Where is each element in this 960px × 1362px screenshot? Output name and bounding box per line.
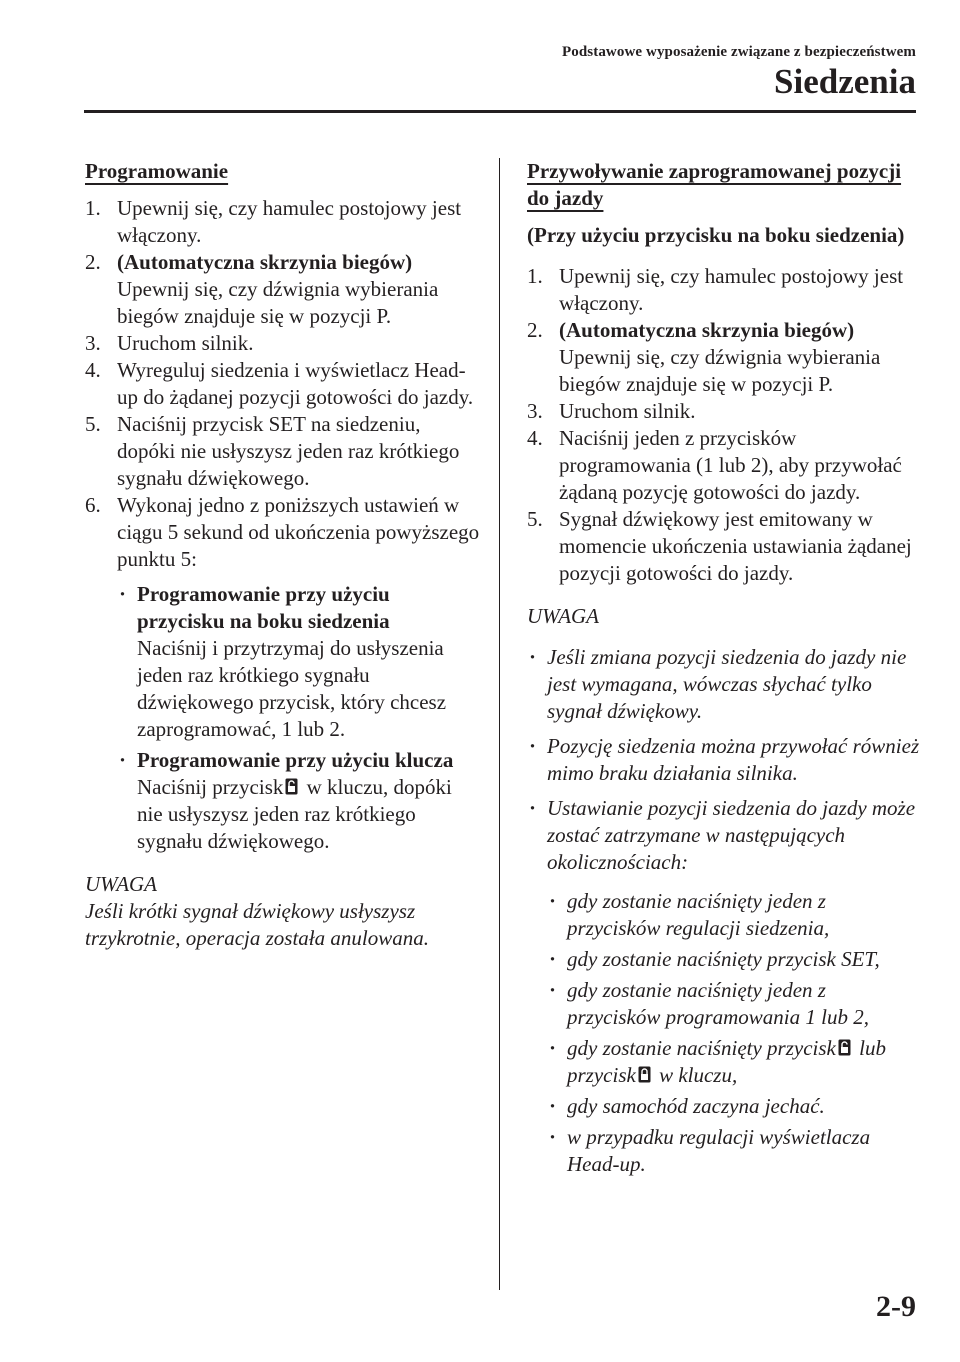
step-text: Upewnij się, czy dźwignia wybierania biegów znajduje się w pozycji P. bbox=[559, 345, 881, 396]
note-list bbox=[527, 644, 922, 1178]
note-item bbox=[527, 644, 922, 725]
step-number: 6. bbox=[85, 493, 101, 517]
recall-steps bbox=[527, 263, 922, 587]
step-item bbox=[527, 398, 922, 425]
step-item bbox=[527, 425, 922, 506]
programming-options bbox=[117, 581, 480, 855]
step-text: Naciśnij przycisk SET na siedzeniu, dopóki nie usłyszysz jeden raz krótkiego sygnału dźwiękowego. bbox=[117, 412, 460, 490]
note-text: Ustawianie pozycji siedzenia do jazdy może zostać zatrzymane w następujących okolicznościach: bbox=[547, 796, 916, 874]
step-item bbox=[85, 492, 480, 855]
condition-text: gdy zostanie naciśnięty jeden z przycisków regulacji siedzenia, bbox=[567, 889, 830, 940]
bullet-dot-icon: · bbox=[529, 796, 537, 820]
bullet-dot-icon: · bbox=[549, 889, 557, 913]
bullet-dot-icon: · bbox=[549, 1125, 557, 1149]
step-number: 1. bbox=[85, 196, 101, 220]
step-number: 3. bbox=[85, 331, 101, 355]
bullet-dot-icon: · bbox=[529, 734, 537, 758]
section-subtitle: (Przy użyciu przycisku na boku siedzenia) bbox=[527, 223, 905, 247]
step-text: Uruchom silnik. bbox=[117, 331, 254, 355]
condition-text: gdy zostanie naciśnięty przycisk SET, bbox=[567, 947, 880, 971]
step-heading: (Automatyczna skrzynia biegów) bbox=[117, 250, 413, 274]
lock-icon bbox=[638, 1066, 651, 1083]
option-item bbox=[117, 581, 480, 743]
bullet-dot-icon: · bbox=[549, 978, 557, 1002]
condition-text: gdy zostanie naciśnięty jeden z przycisków programowania 1 lub 2, bbox=[567, 978, 869, 1029]
condition-item bbox=[547, 946, 922, 973]
note-label: UWAGA bbox=[85, 872, 158, 896]
bullet-dot-icon: · bbox=[119, 748, 127, 772]
step-number: 2. bbox=[527, 318, 543, 342]
step-item bbox=[527, 317, 922, 398]
condition-text: w kluczu, bbox=[653, 1063, 738, 1087]
step-item bbox=[85, 195, 480, 249]
option-text: Naciśnij i przytrzymaj do usłyszenia jeden raz krótkiego sygnału dźwiękowego przycisk, który chcesz zaprogramować, 1 lub 2. bbox=[137, 636, 447, 741]
step-number: 4. bbox=[527, 426, 543, 450]
step-item bbox=[527, 263, 922, 317]
option-item bbox=[117, 747, 480, 855]
bullet-dot-icon: · bbox=[549, 947, 557, 971]
step-number: 3. bbox=[527, 399, 543, 423]
bullet-dot-icon: · bbox=[549, 1036, 557, 1060]
step-text: Naciśnij jeden z przycisków programowania (1 lub 2), aby przywołać żądaną pozycję gotowości do jazdy. bbox=[559, 426, 902, 504]
bullet-dot-icon: · bbox=[529, 645, 537, 669]
step-text: Upewnij się, czy hamulec postojowy jest włączony. bbox=[559, 264, 904, 315]
bullet-dot-icon: · bbox=[119, 582, 127, 606]
left-column bbox=[85, 158, 480, 952]
condition-text: w przypadku regulacji wyświetlacza Head-up. bbox=[567, 1125, 871, 1176]
step-item bbox=[85, 357, 480, 411]
note-text: Jeśli krótki sygnał dźwiękowy usłyszysz trzykrotnie, operacja została anulowana. bbox=[85, 899, 429, 950]
unlock-icon bbox=[285, 778, 298, 795]
header-divider bbox=[84, 110, 916, 113]
step-text: Upewnij się, czy hamulec postojowy jest włączony. bbox=[117, 196, 462, 247]
option-text: Naciśnij przycisk bbox=[137, 775, 284, 799]
page-title: Siedzenia bbox=[774, 62, 916, 101]
condition-item bbox=[547, 977, 922, 1031]
condition-item bbox=[547, 1124, 922, 1178]
note-text: Jeśli zmiana pozycji siedzenia do jazdy nie jest wymagana, wówczas słychać tylko sygnał dźwiękowy. bbox=[547, 645, 907, 723]
bullet-dot-icon: · bbox=[549, 1094, 557, 1118]
step-text: Wykonaj jedno z poniższych ustawień w ciągu 5 sekund od ukończenia powyższego punktu 5: bbox=[117, 493, 480, 571]
step-heading: (Automatyczna skrzynia biegów) bbox=[559, 318, 855, 342]
step-number: 2. bbox=[85, 250, 101, 274]
note-label: UWAGA bbox=[527, 604, 600, 628]
condition-list bbox=[547, 888, 922, 1178]
note-item bbox=[527, 733, 922, 787]
step-item bbox=[85, 411, 480, 492]
condition-text: lub przycisk bbox=[567, 1036, 886, 1087]
step-number: 1. bbox=[527, 264, 543, 288]
note-item bbox=[527, 795, 922, 1178]
step-item bbox=[85, 330, 480, 357]
header-subtitle: Podstawowe wyposażenie związane z bezpieczeństwem bbox=[562, 44, 916, 60]
condition-item bbox=[547, 1093, 922, 1120]
option-text: w kluczu, dopóki nie usłyszysz jeden raz krótkiego sygnału dźwiękowego. bbox=[137, 775, 452, 853]
section-title-programming: Programowanie bbox=[85, 159, 229, 183]
step-text: Upewnij się, czy dźwignia wybierania biegów znajduje się w pozycji P. bbox=[117, 277, 439, 328]
step-item bbox=[85, 249, 480, 330]
step-text: Uruchom silnik. bbox=[559, 399, 696, 423]
note-text: Pozycję siedzenia można przywołać również mimo braku działania silnika. bbox=[547, 734, 920, 785]
column-divider bbox=[499, 158, 500, 1290]
condition-text: gdy zostanie naciśnięty przycisk bbox=[567, 1036, 836, 1060]
step-number: 4. bbox=[85, 358, 101, 382]
step-item bbox=[527, 506, 922, 587]
condition-text: gdy samochód zaczyna jechać. bbox=[567, 1094, 825, 1118]
page-number: 2-9 bbox=[876, 1290, 916, 1323]
option-title: Programowanie przy użyciu przycisku na boku siedzenia bbox=[137, 582, 390, 633]
option-title: Programowanie przy użyciu klucza bbox=[137, 748, 454, 772]
right-column bbox=[527, 158, 922, 1186]
section-title-recall: Przywoływanie zaprogramowanej pozycji do jazdy bbox=[527, 159, 902, 210]
condition-item bbox=[547, 1035, 922, 1089]
condition-item bbox=[547, 888, 922, 942]
step-number: 5. bbox=[85, 412, 101, 436]
step-text: Sygnał dźwiękowy jest emitowany w momencie ukończenia ustawiania żądanej pozycji gotowości do jazdy. bbox=[559, 507, 912, 585]
unlock-icon bbox=[838, 1039, 851, 1056]
step-text: Wyreguluj siedzenia i wyświetlacz Head-up do żądanej pozycji gotowości do jazdy. bbox=[117, 358, 474, 409]
programming-steps bbox=[85, 195, 480, 855]
step-number: 5. bbox=[527, 507, 543, 531]
